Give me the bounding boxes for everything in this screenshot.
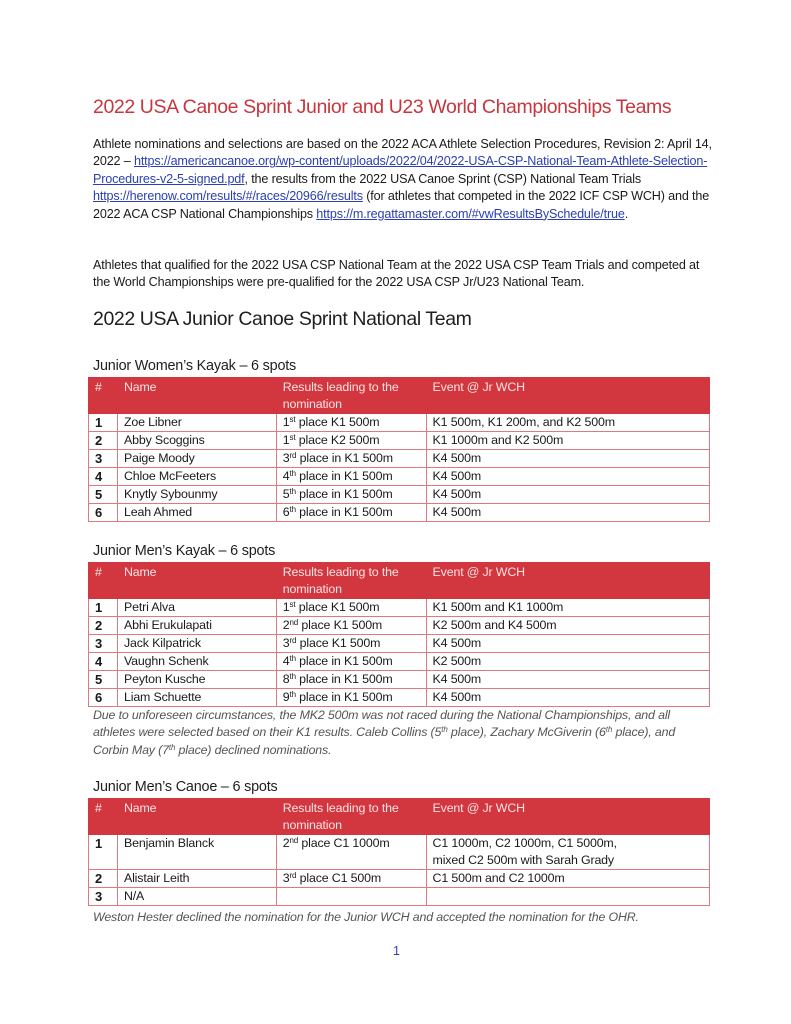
selection-procedures-link[interactable]: https://americancanoe.org/wp-content/uploads/2022/04/2022-USA-CSP-National-Team-Athlete-Selection-Procedures-v2-5-signed.pdf: [93, 154, 708, 186]
nomination-result: 4th place in K1 500m: [276, 468, 426, 486]
men-kayak-note: Due to unforeseen circumstances, the MK2 500m was not raced during the National Championships, and all athletes were selected based on their K1 results. Caleb Collins (5th place), Zachary McGiverin (6th place), and Corbin May (7th place) declined nominations.: [93, 708, 676, 757]
nomination-result: 5th place in K1 500m: [276, 486, 426, 504]
athlete-name: Leah Ahmed: [117, 504, 276, 522]
header-name: Name: [117, 799, 276, 835]
event: C1 1000m, C2 1000m, C1 5000m, mixed C2 500m with Sarah Grady: [426, 835, 709, 870]
header-number: #: [89, 378, 118, 414]
header-results: Results leading to the nomination: [276, 563, 426, 599]
event: K4 500m: [426, 504, 709, 522]
row-number: 6: [89, 504, 118, 522]
event: K4 500m: [426, 468, 709, 486]
table-row: [89, 504, 710, 522]
athlete-name: N/A: [117, 888, 276, 906]
event: K1 500m and K1 1000m: [426, 599, 709, 617]
nomination-result: 3rd place K1 500m: [276, 635, 426, 653]
intro-text: Athlete nominations and selections are based on the 2022 ACA Athlete Selection Procedures, Revision 2: April 14, 2022 –: [93, 137, 712, 169]
event: K2 500m and K4 500m: [426, 617, 709, 635]
men-kayak-table: [88, 562, 710, 707]
row-number: 2: [89, 870, 118, 888]
table-row: [89, 835, 710, 870]
athlete-name: Benjamin Blanck: [117, 835, 276, 870]
nomination-result: 2nd place K1 500m: [276, 617, 426, 635]
header-number: #: [89, 799, 118, 835]
table-row: [89, 671, 710, 689]
table-title-men-canoe: Junior Men’s Canoe – 6 spots: [93, 779, 278, 795]
table-title-women-kayak: Junior Women’s Kayak – 6 spots: [93, 358, 297, 374]
header-results: Results leading to the nomination: [276, 799, 426, 835]
table-header-row: [89, 563, 710, 599]
table-row: [89, 888, 710, 906]
athlete-name: Jack Kilpatrick: [117, 635, 276, 653]
table-row: [89, 599, 710, 617]
event: K4 500m: [426, 689, 709, 707]
nomination-result: 1st place K2 500m: [276, 432, 426, 450]
nomination-result: 1st place K1 500m: [276, 599, 426, 617]
row-number: 2: [89, 432, 118, 450]
section-heading: 2022 USA Junior Canoe Sprint National Team: [93, 308, 472, 330]
event: K1 500m, K1 200m, and K2 500m: [426, 414, 709, 432]
header-name: Name: [117, 563, 276, 599]
national-championships-link[interactable]: https://m.regattamaster.com/#vwResultsBySchedule/true: [316, 206, 625, 221]
row-number: 4: [89, 653, 118, 671]
nomination-result: 9th place in K1 500m: [276, 689, 426, 707]
nomination-result: 6th place in K1 500m: [276, 504, 426, 522]
nomination-result: 2nd place C1 1000m: [276, 835, 426, 870]
athlete-name: Alistair Leith: [117, 870, 276, 888]
header-name: Name: [117, 378, 276, 414]
intro-paragraph: [93, 136, 713, 223]
row-number: 1: [89, 414, 118, 432]
athlete-name: Petri Alva: [117, 599, 276, 617]
intro-text: , the results from the 2022 USA Canoe Sprint (CSP) National Team Trials: [244, 171, 642, 186]
event: [426, 888, 709, 906]
event: K4 500m: [426, 635, 709, 653]
table-row: [89, 414, 710, 432]
event: K4 500m: [426, 671, 709, 689]
women-kayak-table: [88, 377, 710, 522]
table-row: [89, 870, 710, 888]
nomination-result: 8th place in K1 500m: [276, 671, 426, 689]
row-number: 3: [89, 888, 118, 906]
page-number: 1: [393, 944, 400, 958]
header-event: Event @ Jr WCH: [426, 799, 709, 835]
nomination-result: 1st place K1 500m: [276, 414, 426, 432]
athlete-name: Abby Scoggins: [117, 432, 276, 450]
event: K4 500m: [426, 450, 709, 468]
row-number: 5: [89, 486, 118, 504]
table-row: [89, 450, 710, 468]
table-header-row: [89, 799, 710, 835]
row-number: 1: [89, 599, 118, 617]
athlete-name: Vaughn Schenk: [117, 653, 276, 671]
header-results: Results leading to the nomination: [276, 378, 426, 414]
row-number: 3: [89, 635, 118, 653]
team-trials-results-link[interactable]: https://herenow.com/results/#/races/20966/results: [93, 189, 363, 204]
event: K2 500m: [426, 653, 709, 671]
prequalified-paragraph: Athletes that qualified for the 2022 USA CSP National Team at the 2022 USA CSP Team Trials and competed at the World Championships were pre-qualified for the 2022 USA CSP Jr/U23 National Team.: [93, 258, 700, 290]
row-number: 4: [89, 468, 118, 486]
men-canoe-note: Weston Hester declined the nomination for the Junior WCH and accepted the nomination for the OHR.: [93, 910, 639, 924]
intro-text: .: [624, 206, 629, 221]
row-number: 6: [89, 689, 118, 707]
athlete-name: Abhi Erukulapati: [117, 617, 276, 635]
row-number: 1: [89, 835, 118, 870]
athlete-name: Paige Moody: [117, 450, 276, 468]
row-number: 3: [89, 450, 118, 468]
table-row: [89, 617, 710, 635]
header-number: #: [89, 563, 118, 599]
table-row: [89, 653, 710, 671]
table-title-men-kayak: Junior Men’s Kayak – 6 spots: [93, 543, 276, 559]
table-row: [89, 635, 710, 653]
nomination-result: [276, 888, 426, 906]
table-row: [89, 689, 710, 707]
event: K4 500m: [426, 486, 709, 504]
table-header-row: [89, 378, 710, 414]
athlete-name: Zoe Libner: [117, 414, 276, 432]
nomination-result: 3rd place C1 500m: [276, 870, 426, 888]
header-event: Event @ Jr WCH: [426, 378, 709, 414]
athlete-name: Chloe McFeeters: [117, 468, 276, 486]
table-row: [89, 486, 710, 504]
event: C1 500m and C2 1000m: [426, 870, 709, 888]
event: K1 1000m and K2 500m: [426, 432, 709, 450]
athlete-name: Knytly Sybounmy: [117, 486, 276, 504]
row-number: 5: [89, 671, 118, 689]
table-row: [89, 468, 710, 486]
nomination-result: 4th place in K1 500m: [276, 653, 426, 671]
document-title: 2022 USA Canoe Sprint Junior and U23 World Championships Teams: [93, 96, 672, 118]
athlete-name: Liam Schuette: [117, 689, 276, 707]
table-row: [89, 432, 710, 450]
nomination-result: 3rd place in K1 500m: [276, 450, 426, 468]
row-number: 2: [89, 617, 118, 635]
intro-text: (for athletes that competed in the 2022 ICF CSP WCH) and the 2022 ACA CSP National Championships: [93, 189, 710, 221]
men-canoe-table: [88, 798, 710, 906]
header-event: Event @ Jr WCH: [426, 563, 709, 599]
athlete-name: Peyton Kusche: [117, 671, 276, 689]
